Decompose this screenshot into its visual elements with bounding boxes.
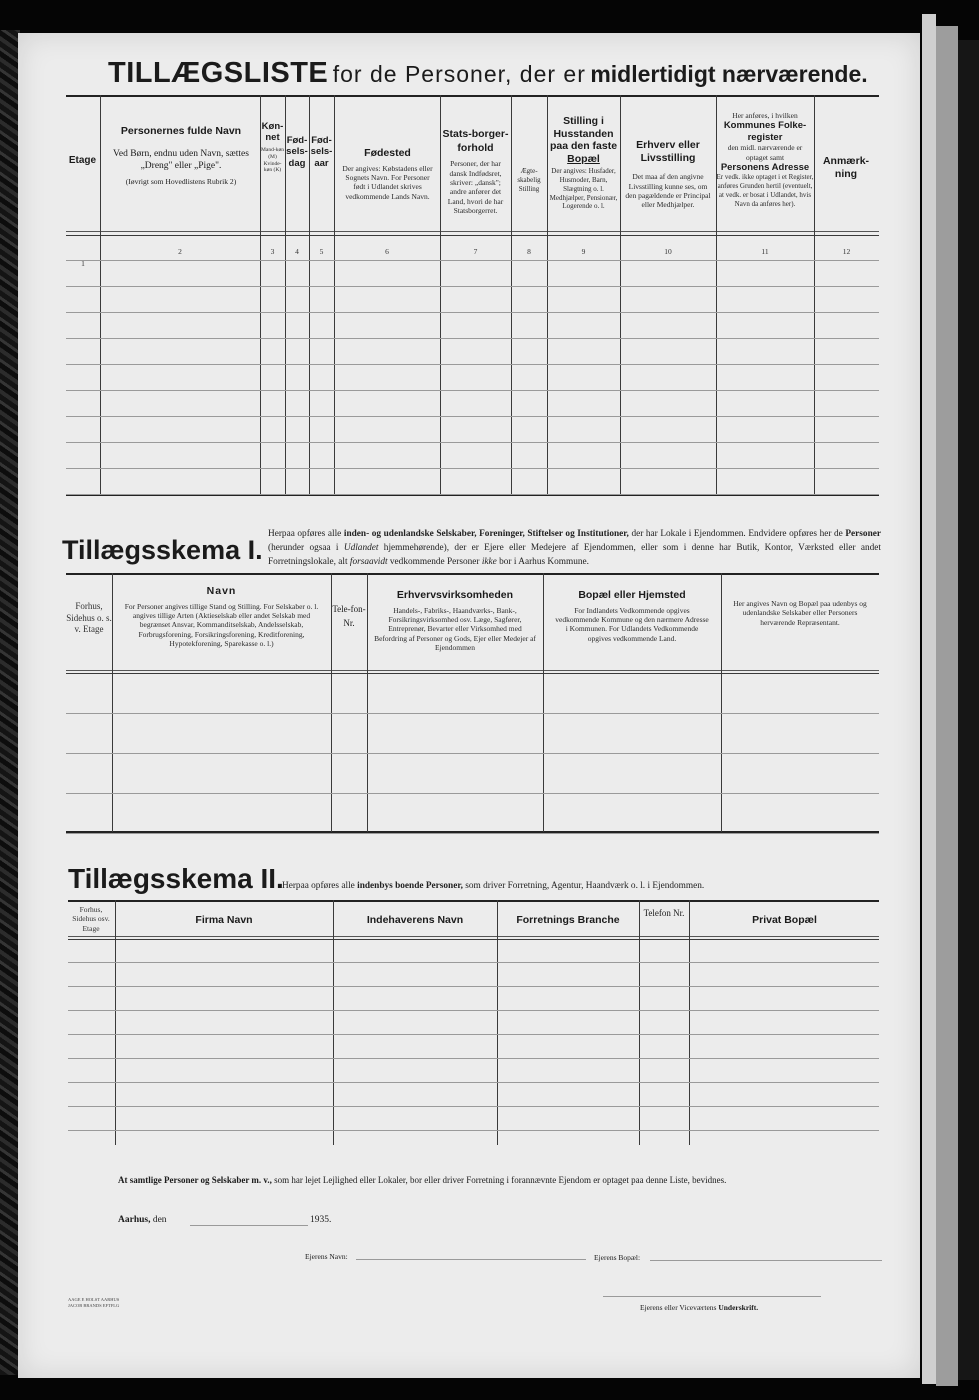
column-number: 10: [664, 247, 672, 256]
skema1-col-repraesentant: Her angives Navn og Bopæl paa udenbys og udenlandske Selskaber eller Personers herværende Repræsentant.: [733, 599, 867, 627]
entry-row-line: [68, 962, 879, 963]
col-statsborger-header: [440, 128, 511, 216]
intro-italic: forsaavidt: [349, 557, 388, 567]
col-folkeregister-caption: Kommunes Folke-register: [723, 120, 807, 143]
intro-text: som driver Forretning, Agentur, Haandværk o. l. i Ejendommen.: [465, 881, 705, 891]
col-navn-note: (Iøvrigt som Hovedlistens Rubrik 2): [125, 176, 237, 186]
page-title: [108, 57, 868, 90]
col-folkeregister-header: [716, 111, 814, 208]
title-bold: midlertidigt nærværende.: [590, 61, 868, 87]
intro-text: Endvidere opføres her de: [748, 529, 843, 539]
col-stilling-body: Der angives: Husfader, Husmoder, Barn, Slægtning o. l. Medhjælper, Pensionær, Logerende o. l.: [549, 167, 618, 211]
entry-row-line: [66, 753, 879, 754]
statement-text: som har lejet Lejlighed eller Lokaler, bor eller driver Forretning i forannævnte Ejendom er optaget paa denne Liste, bevidnes.: [274, 1175, 727, 1185]
date-label: den: [152, 1215, 167, 1225]
column-number: 2: [178, 247, 182, 256]
skema1-table: [66, 573, 879, 833]
skema1-erhverv-caption: Erhvervsvirksomheden: [396, 589, 514, 601]
intro-text: vedkommende Personer: [389, 557, 480, 567]
column-number: 7: [473, 247, 478, 256]
column-number: 3: [270, 247, 275, 256]
col-statsborger-body: Personer, der har dansk Indfødsret, skriver: „dansk"; andre anfører det Land, hvori de har Statsborgerret.: [447, 159, 504, 216]
col-aegteskab-caption: Ægte-skabelig Stilling: [517, 167, 541, 193]
column-number: 8: [527, 247, 531, 256]
binding-spine: [0, 30, 20, 1375]
intro-italic: ikke: [481, 557, 497, 567]
col-koen-caption: Køn-net: [261, 121, 284, 144]
column-rule: [333, 900, 334, 1145]
col-erhverv-caption: Erhverv eller Livsstilling: [636, 139, 700, 164]
owner-address-label: Ejerens Bopæl:: [594, 1253, 641, 1262]
skema2-col-telefon: Telefon Nr.: [643, 908, 685, 918]
skema1-col-bopael: [544, 589, 720, 643]
printer-imprint: AAGE E HOLST AARHUS JACOB BRANDS EFTFLG: [68, 1297, 120, 1308]
col-foedested-header: [335, 147, 440, 201]
skema1-navn-caption: Navn: [206, 585, 237, 597]
intro-text: hjemmehørende), der er Ejere eller Medejere af Ejendommen, eller som i denne har Butik, Kontor, Værksted eller andet Forretningslokale, alt: [268, 543, 881, 567]
entry-row-line: [66, 364, 879, 365]
skema2-title: Tillægsskema II.: [68, 863, 284, 894]
intro-text: (herunder ogsaa i: [268, 543, 339, 553]
page-edge: [936, 26, 958, 1386]
title-middle: for de Personer, der er: [332, 61, 586, 87]
skema1-navn-body: For Personer angives tillige Stand og Stilling. For Selskaber o. l. angives tillige Arten (Aktieselskab eller andet Selskab med begrænset Ansvar, Kommanditselskab, Andelsselskab, Forbrugsforening, Forsikringsforening, Kreditforening, Hypotekforening, Sparekasse o. l.): [124, 601, 319, 649]
entry-row-line: [66, 390, 879, 391]
skema1-title: Tillægsskema I.: [62, 535, 263, 565]
tillaegsliste-table: [66, 95, 879, 495]
intro-text: Herpaa opføres alle: [268, 529, 342, 539]
skema1-col-navn: [112, 585, 331, 648]
col-stilling-caption: Stilling i Husstanden paa den faste: [549, 115, 618, 153]
signature-caption: [640, 1303, 758, 1312]
entry-row-line: [66, 338, 879, 339]
intro-italic: Udlandet: [343, 543, 379, 553]
date-line: [190, 1225, 308, 1226]
col-stilling-header: [547, 115, 620, 211]
owner-address-line: [650, 1260, 882, 1261]
col-foedested-caption: Fødested: [364, 147, 411, 159]
col-navn-caption: Personernes fulde Navn: [120, 125, 242, 137]
column-number: 6: [385, 247, 389, 256]
column-rule: [497, 900, 498, 1145]
statement-bold: At samtlige Personer og Selskaber m. v.,: [118, 1175, 272, 1185]
owner-name-line: [356, 1259, 586, 1260]
intro-text: bor i Aarhus Kommune.: [499, 557, 589, 567]
intro-bold: inden- og udenlandske Selskaber, Foreninger, Stiftelser og Institutioner,: [343, 529, 629, 539]
year-label: 1935.: [310, 1215, 332, 1225]
column-number: 11: [761, 247, 769, 256]
col-erhverv-header: [620, 139, 716, 210]
skema2-col-firma: Firma Navn: [195, 914, 253, 926]
col-folkeregister-caption2: Personens Adresse: [720, 161, 810, 173]
page-edge: [958, 40, 979, 1380]
place-date-line: [118, 1215, 167, 1225]
skema2-intro: [282, 879, 882, 893]
entry-row-line: [68, 1034, 879, 1035]
entry-row-line: [66, 793, 879, 794]
entry-row-line: [68, 1106, 879, 1107]
skema1-bopael-caption: Bopæl eller Hjemsted: [578, 589, 686, 601]
form-sheet: [18, 33, 920, 1378]
col-stilling-caption2: Bopæl: [567, 152, 600, 165]
skema1-erhverv-body: Handels-, Fabriks-, Haandværks-, Bank-, Forsikringsvirksomhed osv. Læge, Sagfører, Entreprenør, Bevarter eller Virksomhed med Befordring af Personer og Gods, Ejer eller Medejer af Ejendommen: [374, 605, 536, 653]
skema1-col-telefon: Tele-fon-Nr.: [332, 604, 366, 628]
entry-row-line: [68, 1058, 879, 1059]
skema1-col-erhverv: [368, 589, 542, 652]
col-koen-body: Mand-køn (M) Kvinde-køn (K): [261, 146, 284, 174]
title-main: TILLÆGSLISTE: [108, 57, 329, 89]
entry-row-line: [68, 986, 879, 987]
col-folkeregister-body: Er vedk. ikke optaget i et Register, anføres Grunden hertil (eventuelt, at vedk. er bosat i Udlandet, hvis Navn da anføres her).: [716, 173, 814, 208]
signature-text: Ejerens eller Viceværtens: [640, 1303, 717, 1312]
entry-row-line: [66, 286, 879, 287]
page-edge: [922, 14, 936, 1384]
place-label: Aarhus,: [118, 1215, 151, 1225]
col-koen-header: [260, 121, 285, 174]
column-rule: [115, 900, 116, 1145]
entry-row-line: [66, 494, 879, 495]
intro-text: Herpaa opføres alle: [282, 881, 355, 891]
entry-row-line: [68, 1010, 879, 1011]
col-folkeregister-mid: den midl. nærværende er optaget samt: [727, 143, 803, 162]
col-navn-body: Ved Børn, endnu uden Navn, sættes „Dreng" eller „Pige".: [113, 148, 249, 171]
column-number: 4: [295, 247, 299, 256]
skema2-col-indehaver: Indehaverens Navn: [366, 914, 464, 926]
entry-row-line: [68, 1082, 879, 1083]
entry-row-line: [66, 468, 879, 469]
column-rule: [100, 95, 101, 495]
col-erhverv-body: Det maa af den angivne Livsstilling kunne ses, om den pagældende er Principal eller Medhjælper.: [625, 172, 711, 210]
column-rule: [814, 95, 815, 495]
column-rule: [639, 900, 640, 1145]
skema2-col-branche: Forretnings Branche: [516, 914, 620, 926]
skema1-bopael-body: For Indlandets Vedkommende opgives vedkommende Kommune og den nærmere Adresse i Kommunen. For Udlandets Vedkommende opgives vedkommende Land.: [555, 605, 709, 643]
attestation-statement: [118, 1175, 888, 1185]
col-foedested-body: Der angives: Købstadens eller Sognets Navn. For Personer født i Udlandet skrives vedkommende Lands Navn.: [342, 163, 433, 201]
col-anmaerkning-caption: Anmærk-ning: [822, 155, 870, 180]
skema2-col-privat-bopael: Privat Bopæl: [752, 914, 817, 926]
column-number: 1: [81, 259, 85, 268]
entry-row-line: [66, 312, 879, 313]
col-foedselsaar-caption: Fød-sels-aar: [310, 135, 333, 169]
col-etage-caption: Etage: [68, 155, 97, 166]
skema2-col-etage: Forhus, Sidehus osv. Etage: [72, 905, 110, 933]
col-folkeregister-pre: Her anføres, i hvilken: [732, 111, 798, 120]
entry-row-line: [66, 833, 879, 834]
column-rule: [689, 900, 690, 1145]
column-number: 5: [319, 247, 324, 256]
column-number: 9: [581, 247, 586, 256]
skema2-table: [68, 900, 879, 1145]
owner-name-label: Ejerens Navn:: [305, 1252, 348, 1261]
col-navn-header: [102, 125, 260, 186]
entry-row-line: [66, 713, 879, 714]
entry-row-line: [66, 442, 879, 443]
signature-bold: Underskrift.: [718, 1303, 759, 1312]
column-number: 12: [842, 247, 851, 256]
col-foedselsdag-caption: Fød-sels-dag: [286, 135, 308, 169]
entry-row-line: [66, 416, 879, 417]
signature-line: [603, 1296, 821, 1297]
entry-row-line: [68, 1130, 879, 1131]
entry-row-line: [66, 260, 879, 261]
col-statsborger-caption: Stats-borger-forhold: [442, 128, 509, 154]
intro-bold: indenbys boende Personer,: [357, 881, 463, 891]
column-rule: [511, 95, 512, 495]
skema1-intro: [268, 527, 881, 569]
intro-text: der har Lokale i Ejendommen.: [631, 529, 746, 539]
intro-bold: Personer: [845, 529, 881, 539]
skema1-col-etage: Forhus, Sidehus o. s. v. Etage: [66, 601, 112, 635]
